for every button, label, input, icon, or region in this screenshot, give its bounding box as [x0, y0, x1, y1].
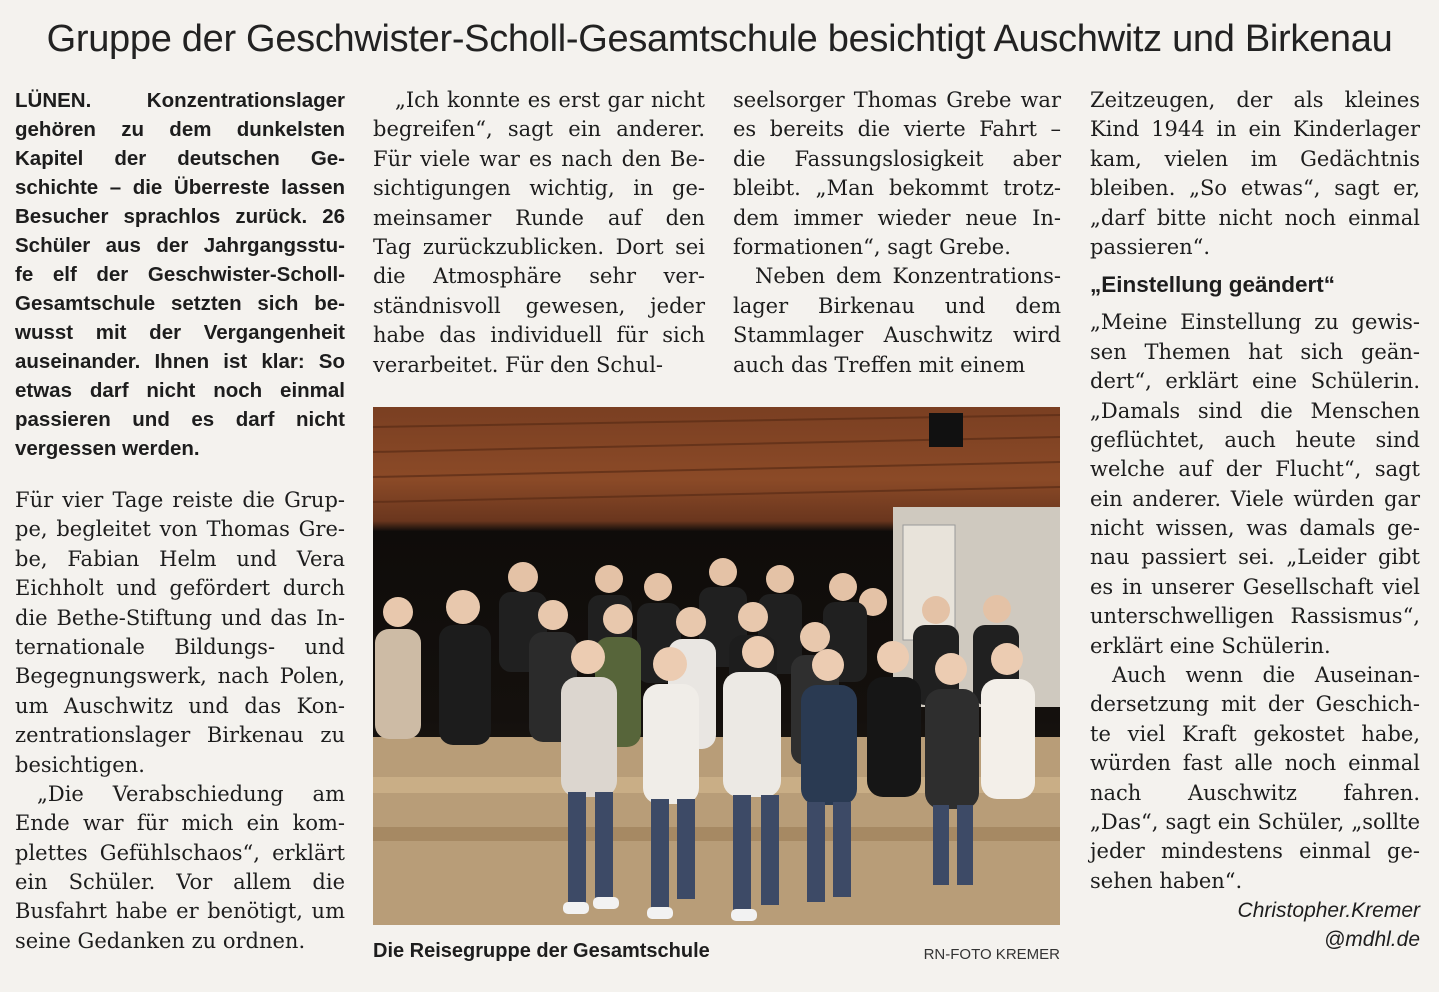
group-photo — [373, 407, 1060, 925]
text-line: welche auf der Flucht“, sagt — [1090, 457, 1420, 482]
author-line: Christopher.Kremer — [1237, 899, 1420, 923]
text-line: Kapitel der deutschen Ge- — [15, 147, 345, 170]
headline: Gruppe der Geschwister-Scholl-Gesamtschule besichtigt Auschwitz und Birkenau — [46, 18, 1393, 60]
text-line: besichtigen. — [15, 752, 145, 777]
text-line: ständnisvoll gewesen, jeder — [373, 293, 705, 318]
paragraph — [1090, 308, 1420, 661]
text-line: passieren und es darf nicht — [15, 408, 345, 431]
text-line: ein anderer. Viele würden gar — [1090, 486, 1420, 511]
text-line: geflüchtet, auch heute sind — [1090, 427, 1420, 452]
text-line: ternationale Bildungs- und — [15, 634, 345, 659]
paragraph — [15, 486, 345, 780]
text-line: Für vier Tage reiste die Grup- — [15, 488, 345, 512]
column-4 — [1090, 86, 1420, 954]
text-line: Eichholt und gefördert durch — [15, 576, 345, 601]
text-line: die Atmosphäre sehr ver- — [373, 264, 705, 289]
paragraph — [1090, 661, 1420, 896]
text-line: es in unserer Gesellschaft viel — [1090, 574, 1420, 599]
text-line: vergessen werden. — [15, 437, 200, 460]
text-line: Auch wenn die Auseinan- — [1112, 663, 1420, 688]
paragraph — [373, 86, 705, 380]
author-line: @mdhl.de — [1323, 928, 1420, 952]
text-line: es bereits die vierte Fahrt – — [733, 117, 1061, 142]
text-line: Für viele war es nach den Be- — [373, 146, 705, 171]
text-line: nach Auschwitz fahren. — [1090, 780, 1420, 805]
text-line: „Das“, sagt ein Schüler, „sollte — [1090, 809, 1420, 834]
text-line: „Damals sind die Menschen — [1090, 398, 1420, 423]
text-line: nicht wissen, was damals ge- — [1090, 516, 1420, 541]
text-line: pe, begleitet von Thomas Gre- — [15, 517, 345, 542]
text-line: te viel Kraft gekostet habe, — [1090, 721, 1420, 746]
text-line: seelsorger Thomas Grebe war — [733, 88, 1061, 112]
text-line: um Auschwitz und das Kon- — [15, 693, 345, 718]
text-line: Stammlager Auschwitz wird — [733, 323, 1061, 348]
text-line: formationen“, sagt Grebe. — [733, 234, 1011, 259]
text-line: erklärt eine Schülerin. — [1090, 633, 1331, 658]
text-line: bleibt. „Man bekommt trotz- — [733, 176, 1061, 201]
text-line: „Ich konnte es erst gar nicht — [395, 88, 705, 112]
text-line: auseinander. Ihnen ist klar: So — [15, 350, 345, 373]
column-3 — [733, 86, 1061, 380]
text-line: die Bethe-Stiftung und das In- — [15, 605, 345, 630]
text-line: sen Themen hat sich geän- — [1090, 339, 1420, 364]
text-line: die Fassungslosigkeit aber — [733, 146, 1061, 171]
text-line: dert“, erklärt eine Schülerin. — [1090, 369, 1420, 394]
text-line: kam, vielen im Gedächtnis — [1090, 146, 1420, 171]
text-line: Zeitzeugen, der als kleines — [1090, 88, 1420, 112]
text-line: fe elf der Geschwister-Scholl- — [15, 263, 345, 286]
group-photo-illustration — [373, 407, 1060, 925]
text-line: Gesamtschule setzten sich be- — [15, 292, 345, 315]
paragraph — [15, 780, 345, 956]
text-line: würden fast alle noch einmal — [1090, 751, 1420, 776]
text-line: verarbeitet. Für den Schul- — [373, 352, 664, 377]
text-line: passieren“. — [1090, 234, 1211, 259]
lead-paragraph — [15, 86, 345, 463]
text-line: Busfahrt habe er benötigt, um — [15, 899, 345, 924]
text-line: bleiben. „So etwas“, sagt er, — [1090, 176, 1420, 201]
text-line: Begegnungswerk, nach Polen, — [15, 664, 345, 689]
text-line: Schüler aus der Jahrgangsstu- — [15, 234, 345, 257]
text-line: etwas darf nicht noch einmal — [15, 379, 345, 402]
text-line: sehen haben“. — [1090, 868, 1243, 893]
paragraph — [1090, 86, 1420, 262]
text-line: be, Fabian Helm und Vera — [15, 546, 345, 571]
paragraph — [733, 86, 1061, 262]
text-line: unterschwelligen Rassismus“, — [1090, 604, 1420, 629]
text-line: Besucher sprachlos zurück. 26 — [15, 205, 345, 228]
paragraph — [733, 262, 1061, 380]
text-line: begreifen“, sagt ein anderer. — [373, 117, 705, 142]
text-line: „darf bitte nicht noch einmal — [1090, 205, 1420, 230]
column-1 — [15, 86, 345, 956]
text-line: plettes Gefühlschaos“, erklärt — [15, 840, 345, 865]
text-line: „Die Verabschiedung am — [37, 781, 345, 806]
text-line: gehören zu dem dunkelsten — [15, 118, 345, 141]
text-line: „Meine Einstellung zu gewis- — [1090, 310, 1420, 335]
text-line: Neben dem Konzentrations- — [755, 264, 1061, 289]
text-line: jeder mindestens einmal ge- — [1090, 839, 1420, 864]
text-line: wusst mit der Vergangenheit — [15, 321, 345, 344]
text-line: lager Birkenau und dem — [733, 293, 1061, 318]
photo-credit: RN-FOTO KREMER — [923, 946, 1060, 963]
text-line: ein Schüler. Vor allem die — [15, 870, 345, 895]
column-2 — [373, 86, 705, 380]
text-line: nau passiert sei. „Leider gibt — [1090, 545, 1420, 570]
text-line: sichtigungen wichtig, in ge- — [373, 176, 705, 201]
text-line: auch das Treffen mit einem — [733, 352, 1026, 377]
subheading: „Einstellung geändert“ — [1090, 272, 1336, 298]
text-line: dem immer wieder neue In- — [733, 205, 1061, 230]
text-line: habe das individuell für sich — [373, 323, 705, 348]
text-line: schichte – die Überreste lassen — [15, 176, 345, 199]
text-line: dersetzung mit der Geschich- — [1090, 692, 1420, 717]
text-line: Kind 1944 in ein Kinderlager — [1090, 117, 1420, 142]
text-line: Tag zurückzublicken. Dort sei — [373, 234, 705, 259]
text-line: Ende war für mich ein kom- — [15, 811, 345, 836]
text-line: zentrationslager Birkenau zu — [15, 723, 345, 748]
text-line: LÜNEN. Konzentrationslager — [15, 89, 345, 112]
text-line: meinsamer Runde auf den — [373, 205, 705, 230]
text-line: seine Gedanken zu ordnen. — [15, 928, 306, 953]
photo-caption: Die Reisegruppe der Gesamtschule — [373, 940, 710, 962]
